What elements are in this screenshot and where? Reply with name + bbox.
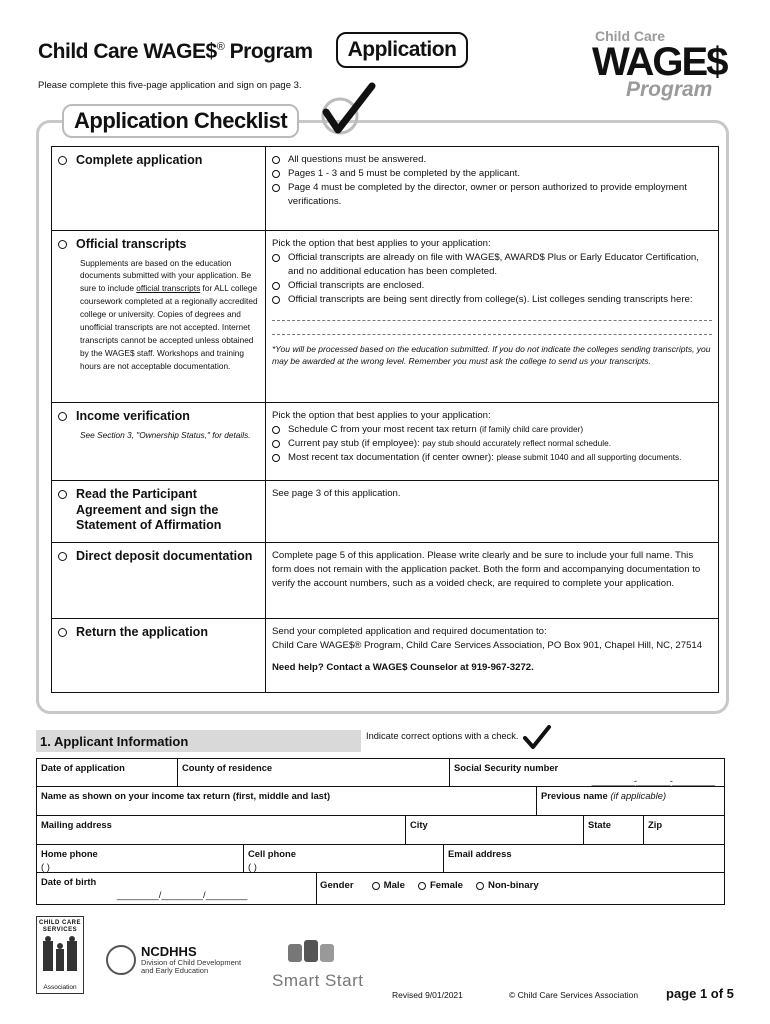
gender-option-male[interactable]: Male	[372, 880, 405, 891]
program-title: Child Care WAGE$® Program	[38, 40, 313, 63]
checkbox-circle-icon[interactable]	[58, 628, 67, 637]
wages-logo: Child Care WAGE$ Program	[592, 28, 727, 101]
checkbox-circle-icon[interactable]	[58, 156, 67, 165]
transcripts-warning: *You will be processed based on the education submitted. If you do not indicate the colleges sending transcripts, you may be awarded at the wrong level. Remember you must ask the college to send us your transcripts.	[272, 343, 711, 366]
ssn-field[interactable]: Social Security number __________-________-__________	[449, 759, 724, 786]
radio-circle-icon[interactable]	[418, 882, 426, 890]
checkbox-circle-icon[interactable]	[58, 552, 67, 561]
previous-name-field[interactable]: Previous name (if applicable)	[536, 787, 724, 815]
checklist-row-agreement	[52, 481, 719, 543]
checklist-row-return	[52, 619, 719, 693]
option-item[interactable]: Pages 1 - 3 and 5 must be completed by the applicant.	[272, 167, 712, 181]
checkbox-circle-icon[interactable]	[272, 454, 280, 462]
checklist-row-deposit	[52, 543, 719, 619]
checkbox-circle-icon[interactable]	[272, 254, 280, 262]
direct-deposit-item[interactable]: Direct deposit documentation	[58, 549, 259, 565]
colleges-input-line[interactable]	[272, 323, 712, 335]
copyright: © Child Care Services Association	[509, 990, 639, 1000]
section-title: 1. Applicant Information	[36, 730, 361, 752]
form-row	[36, 815, 725, 844]
gender-label: Gender	[320, 880, 354, 891]
smart-start-icon	[272, 940, 352, 966]
checkbox-circle-icon[interactable]	[272, 184, 280, 192]
seal-icon	[106, 945, 136, 975]
checkbox-circle-icon[interactable]	[272, 282, 280, 290]
checkmark-icon	[522, 724, 552, 750]
colleges-input-line[interactable]	[272, 309, 712, 321]
checklist-title: Application Checklist	[62, 104, 299, 138]
radio-circle-icon[interactable]	[476, 882, 484, 890]
income-note: See Section 3, "Ownership Status," for details.	[80, 429, 251, 440]
email-field[interactable]: Email address	[443, 845, 724, 872]
checkbox-circle-icon[interactable]	[272, 170, 280, 178]
complete-application-item[interactable]: Complete application	[58, 153, 259, 169]
section-hint: Indicate correct options with a check.	[366, 731, 519, 741]
income-verification-item[interactable]: Income verification	[58, 409, 259, 425]
mailing-address-field[interactable]: Mailing address	[41, 819, 112, 830]
checkbox-circle-icon[interactable]	[272, 440, 280, 448]
transcripts-note: Supplements are based on the education documents submitted with your application. Be sure to include official transcripts for ALL college coursework completed at a regionally accredited college or university. Copies of degrees and unofficial transcripts are not accepted. Internet transcripts cannot be accepted unless obtained by the WAGE$ staff. Workshops and training hours are not acceptable documentation.	[80, 257, 258, 371]
checkbox-circle-icon[interactable]	[272, 426, 280, 434]
smart-start-logo: Smart Start	[272, 940, 363, 991]
option-item[interactable]: Schedule C from your most recent tax return (if family child care provider)	[272, 423, 712, 437]
cell-phone-field[interactable]: Cell phone ( )	[243, 845, 443, 872]
checklist-table	[51, 146, 719, 693]
deposit-text: Complete page 5 of this application. Please write clearly and be sure to include your full name. This form does not remain with the application packet. Both the form and accompanying documentation to verify the account numbers, such as a voided check, are required to complete your application.	[272, 550, 701, 589]
checkbox-circle-icon[interactable]	[272, 296, 280, 304]
checkbox-circle-icon[interactable]	[58, 490, 67, 499]
official-transcripts-item[interactable]: Official transcripts	[58, 237, 259, 253]
state-field[interactable]: State	[583, 816, 643, 844]
form-bottom-border	[36, 904, 725, 905]
ncdhhs-logo: NCDHHS Division of Child Development and Early Education	[106, 944, 241, 976]
name-field[interactable]: Name as shown on your income tax return (first, middle and last)	[41, 790, 331, 801]
application-badge: Application	[336, 32, 468, 68]
checklist-row-complete	[52, 147, 719, 231]
revised-date: Revised 9/01/2021	[392, 990, 463, 1000]
help-contact: Need help? Contact a WAGE$ Counselor at 919-967-3272.	[272, 661, 534, 673]
option-item[interactable]: Official transcripts are being sent directly from college(s). List colleges sending transcripts here:	[272, 293, 712, 307]
form-row	[36, 758, 725, 786]
county-field[interactable]: County of residence	[177, 759, 449, 786]
instructions-subtitle: Please complete this five-page application and sign on page 3.	[38, 80, 302, 91]
city-field[interactable]: City	[405, 816, 583, 844]
participant-agreement-item[interactable]: Read the Participant Agreement and sign the Statement of Affirmation	[58, 487, 259, 534]
ccsa-logo: CHILD CARE SERVICES Association	[36, 916, 84, 994]
page-number: page 1 of 5	[666, 986, 734, 1001]
zip-field[interactable]: Zip	[643, 816, 724, 844]
family-figures-icon	[37, 935, 83, 975]
return-application-item[interactable]: Return the application	[58, 625, 259, 641]
agreement-text: See page 3 of this application.	[272, 488, 401, 499]
gender-option-nonbinary[interactable]: Non-binary	[476, 880, 539, 891]
date-of-application-field[interactable]: Date of application	[41, 762, 125, 773]
checklist-row-income	[52, 403, 719, 481]
option-item[interactable]: Current pay stub (if employee): pay stub should accurately reflect normal schedule.	[272, 437, 712, 451]
radio-circle-icon[interactable]	[372, 882, 380, 890]
home-phone-field[interactable]: Home phone ( )	[41, 848, 98, 872]
return-line2: Child Care WAGE$® Program, Child Care Services Association, PO Box 901, Chapel Hill, NC, 27514	[272, 639, 703, 651]
income-prompt: Pick the option that best applies to your application:	[272, 410, 491, 421]
option-item[interactable]: Page 4 must be completed by the director, owner or person authorized to provide employment verifications.	[272, 181, 712, 209]
checklist-row-transcripts	[52, 231, 719, 403]
checkbox-circle-icon[interactable]	[58, 412, 67, 421]
form-row	[36, 844, 725, 872]
option-item[interactable]: Official transcripts are already on file with WAGE$, AWARD$ Plus or Early Educator Certification, and no additional education has been completed.	[272, 251, 712, 279]
option-item[interactable]: Official transcripts are enclosed.	[272, 279, 712, 293]
option-item[interactable]: Most recent tax documentation (if center owner): please submit 1040 and all supporting documents.	[272, 451, 712, 465]
gender-option-female[interactable]: Female	[418, 880, 463, 891]
checkbox-circle-icon[interactable]	[272, 156, 280, 164]
date-of-birth-field[interactable]: Date of birth ________/________/________	[41, 876, 248, 900]
gender-options	[320, 880, 552, 891]
return-line1: Send your completed application and required documentation to:	[272, 626, 547, 637]
checkbox-circle-icon[interactable]	[58, 240, 67, 249]
form-row	[36, 786, 725, 815]
transcripts-prompt: Pick the option that best applies to your application:	[272, 238, 491, 249]
option-item[interactable]: All questions must be answered.	[272, 153, 712, 167]
checkmark-icon	[316, 80, 378, 142]
